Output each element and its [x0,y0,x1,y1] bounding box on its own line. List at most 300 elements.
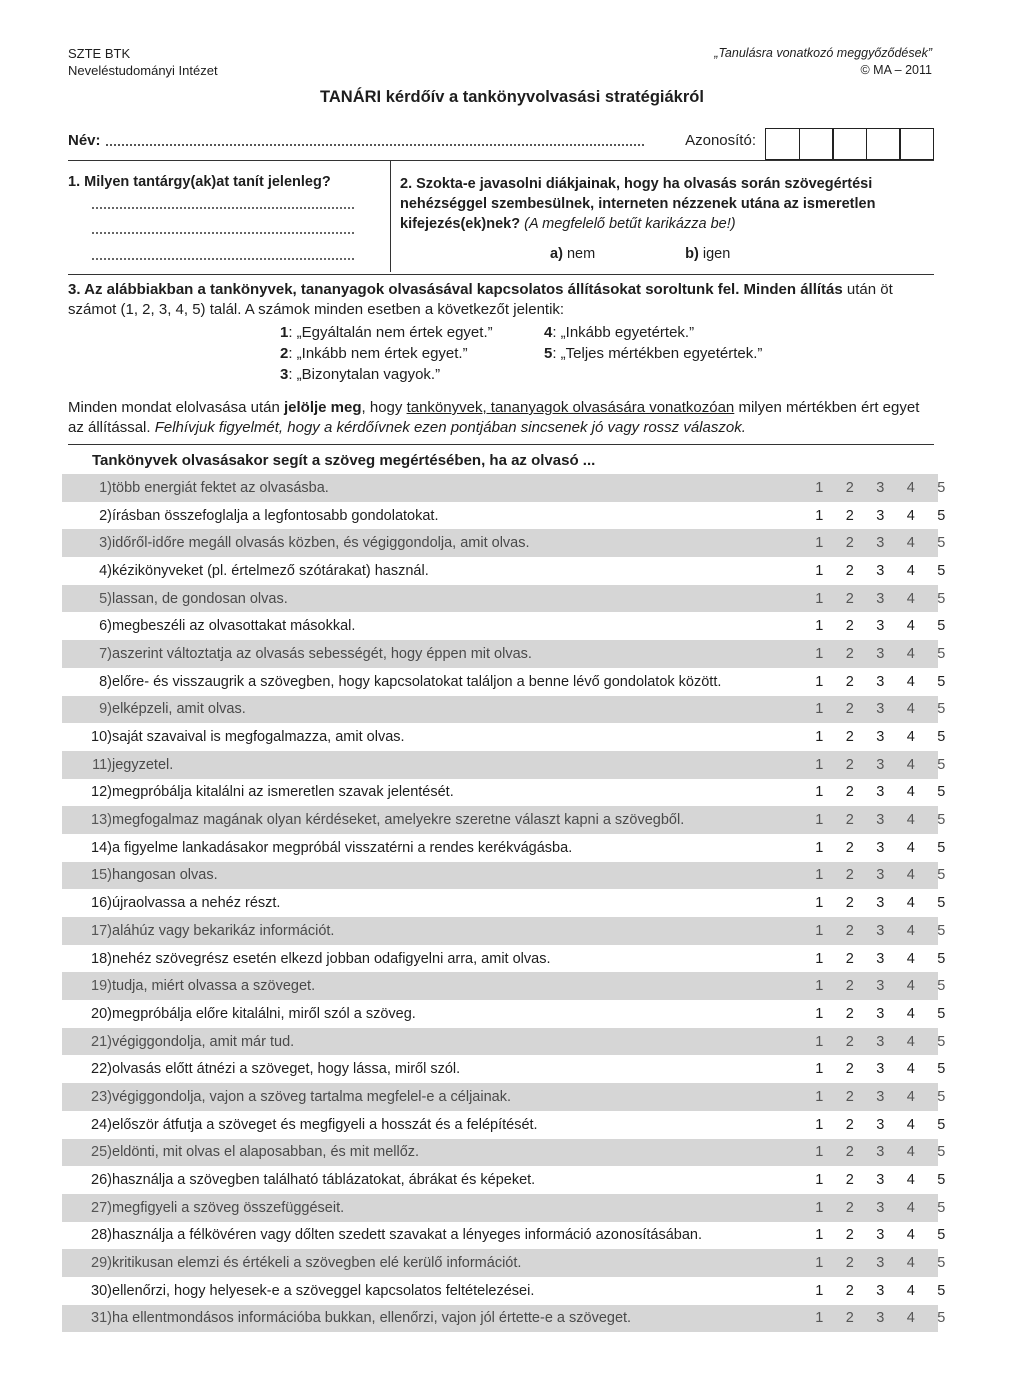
rating-option[interactable]: 4 [906,479,915,496]
statement-text: megbeszéli az olvasottakat másokkal. [112,618,356,635]
rating-options [804,1061,957,1077]
rating-options [804,978,957,994]
statement-number: 20) [91,1005,112,1022]
rating-option[interactable]: 1 [815,756,824,773]
answer-line[interactable] [92,207,354,209]
rating-option[interactable]: 1 [815,1227,824,1244]
statement-text: megpróbálja kitalálni az ismeretlen szavak jelentését. [112,784,454,801]
rating-option[interactable]: 3 [876,645,885,662]
rating-options [804,591,957,607]
rating-option[interactable]: 3 [876,729,885,746]
question-1 [68,174,378,190]
statement-text: megpróbálja előre kitalálni, miről szól a szöveg. [112,1005,416,1022]
rating-option[interactable]: 1 [815,701,824,718]
rating-option[interactable]: 3 [876,756,885,773]
rating-option[interactable]: 2 [845,618,854,635]
rating-option[interactable]: 1 [815,1282,824,1299]
rating-option[interactable]: 1 [815,1144,824,1161]
project-quote: „Tanulásra vonatkozó meggyőződések” [714,46,932,60]
rating-option[interactable]: 4 [906,1199,915,1216]
question-3-intro [68,280,934,320]
copyright-line: © MA – 2011 [860,63,932,77]
rating-option[interactable]: 4 [906,1227,915,1244]
rating-options [804,840,957,856]
statement-row [62,696,946,724]
rating-options [804,1117,957,1133]
rating-option[interactable]: 3 [876,1310,885,1327]
rating-option[interactable]: 2 [845,1255,854,1272]
rating-option[interactable]: 3 [876,839,885,856]
statement-number: 28) [91,1227,112,1244]
statement-row [62,806,946,834]
rating-option[interactable]: 2 [845,590,854,607]
statement-number: 18) [91,950,112,967]
rating-option[interactable]: 2 [845,1144,854,1161]
rating-option[interactable]: 2 [845,645,854,662]
rating-options [804,1200,957,1216]
rating-option[interactable]: 1 [815,1116,824,1133]
rating-option[interactable]: 3 [876,1282,885,1299]
rating-option[interactable]: 5 [937,1088,946,1105]
rating-option[interactable]: 2 [845,784,854,801]
rating-option[interactable]: 1 [815,1005,824,1022]
rating-option[interactable]: 4 [906,1033,915,1050]
rating-option[interactable]: 5 [937,1005,946,1022]
rating-option[interactable]: 4 [906,867,915,884]
rating-option[interactable]: 4 [906,701,915,718]
question-2 [400,174,930,264]
rating-option[interactable]: 4 [906,1116,915,1133]
statement-number: 25) [91,1144,112,1161]
statement-text: megfogalmaz magának olyan kérdéseket, amelyekre szeretne választ kapni a szövegből. [112,812,685,829]
id-boxes [767,128,935,160]
statement-number: 11) [92,756,112,773]
rating-options [804,1172,957,1188]
name-label: Név: [68,132,101,149]
statement-row [62,1055,946,1083]
rating-option[interactable]: 5 [937,618,946,635]
statement-number: 15) [91,867,112,884]
rating-option[interactable]: 2 [845,812,854,829]
rating-options [804,1255,957,1271]
rating-option[interactable]: 2 [845,1310,854,1327]
rating-option[interactable]: 4 [906,756,915,773]
rating-options [804,923,957,939]
statement-number: 12) [91,784,112,801]
rating-option[interactable]: 4 [906,895,915,912]
rating-option[interactable]: 4 [906,1255,915,1272]
id-box[interactable] [899,128,934,160]
rating-options [804,535,957,551]
institution-line1: SZTE BTK [68,46,131,61]
statement-number: 21) [91,1033,112,1050]
rating-option[interactable]: 5 [937,950,946,967]
rating-options [804,563,957,579]
statement-row [62,1305,946,1333]
statement-row [62,862,946,890]
statement-number: 7) [99,645,112,662]
rating-option[interactable]: 4 [906,812,915,829]
rating-option[interactable]: 4 [906,978,915,995]
rating-option[interactable]: 4 [906,784,915,801]
rating-option[interactable]: 4 [906,618,915,635]
list-heading: Tankönyvek olvasásakor segít a szöveg megértésében, ha az olvasó ... [92,452,596,469]
rating-option[interactable]: 2 [845,839,854,856]
statement-row [62,751,946,779]
rating-option[interactable]: 5 [937,1227,946,1244]
rating-option[interactable]: 5 [937,1061,946,1078]
rating-option[interactable]: 3 [876,701,885,718]
statement-text: újraolvassa a nehéz részt. [112,895,281,912]
rating-option[interactable]: 1 [815,673,824,690]
rating-options [804,646,957,662]
rating-option[interactable]: 5 [937,701,946,718]
statement-text: használja a félkövéren vagy dőlten szedett szavakat a lényeges információ azonosításában. [112,1227,703,1244]
statement-row [62,1111,946,1139]
scale-legend [280,322,804,385]
rating-option[interactable]: 5 [937,1255,946,1272]
rating-option[interactable]: 1 [815,618,824,635]
rating-option[interactable]: 2 [845,1227,854,1244]
rating-option[interactable]: 3 [876,1005,885,1022]
statement-number: 6) [99,618,112,635]
rating-option[interactable]: 3 [876,507,885,524]
rating-option[interactable]: 1 [815,950,824,967]
id-box[interactable] [832,128,867,160]
rating-option[interactable]: 3 [876,618,885,635]
rating-option[interactable]: 5 [937,1310,946,1327]
rating-option[interactable]: 4 [906,1061,915,1078]
statement-row [62,612,946,640]
statement-row [62,474,946,502]
rating-options [804,1034,957,1050]
rating-option[interactable]: 2 [845,1282,854,1299]
page-title: TANÁRI kérdőív a tankönyvolvasási stratégiákról [320,88,704,106]
rating-options [804,480,957,496]
statement-text: olvasás előtt átnézi a szöveget, hogy lássa, miről szól. [112,1061,461,1078]
rating-option[interactable]: 3 [876,1061,885,1078]
rating-option[interactable]: 5 [937,756,946,773]
rating-option[interactable]: 1 [815,535,824,552]
divider [68,160,934,161]
rating-option[interactable]: 2 [845,1061,854,1078]
rating-option[interactable]: 1 [815,1088,824,1105]
statement-text: írásban összefoglalja a legfontosabb gondolatokat. [112,507,439,524]
rating-option[interactable]: 5 [937,1144,946,1161]
rating-options [804,757,957,773]
rating-option[interactable]: 1 [815,562,824,579]
statement-row [62,972,946,1000]
statement-text: végiggondolja, vajon a szöveg tartalma megfelel-e a céljainak. [112,1088,511,1105]
rating-option[interactable]: 1 [815,1172,824,1189]
statement-text: kézikönyveket (pl. értelmező szótárakat) használ. [112,562,429,579]
rating-option[interactable]: 5 [937,1282,946,1299]
statement-row [62,1028,946,1056]
statement-text: több energiát fektet az olvasásba. [112,479,329,496]
statement-text: a figyelme lankadásakor megpróbál visszatérni a rendes kerékvágásba. [112,839,573,856]
rating-option[interactable]: 3 [876,562,885,579]
scale-item: 4: „Inkább egyetértek.” [544,324,695,341]
rating-option[interactable]: 5 [937,673,946,690]
statement-number: 22) [91,1061,112,1078]
statement-number: 8) [99,673,112,690]
rating-option[interactable]: 1 [815,1061,824,1078]
institution-line2: Neveléstudományi Intézet [68,63,218,78]
rating-option[interactable]: 1 [815,1255,824,1272]
statement-row [62,640,946,668]
rating-option[interactable]: 3 [876,479,885,496]
rating-options [804,784,957,800]
option-a[interactable]: a) nem [550,246,596,262]
rating-option[interactable]: 1 [815,812,824,829]
rating-option[interactable]: 5 [937,535,946,552]
rating-option[interactable]: 3 [876,535,885,552]
rating-option[interactable]: 5 [937,1033,946,1050]
rating-options [804,674,957,690]
rating-option[interactable]: 4 [906,1144,915,1161]
rating-option[interactable]: 5 [937,645,946,662]
rating-option[interactable]: 4 [906,922,915,939]
statement-number: 16) [91,895,112,912]
rating-option[interactable]: 1 [815,978,824,995]
question-2-hint: (A megfelelő betűt karikázza be!) [524,216,736,232]
statement-row [62,557,946,585]
scale-item: 2: „Inkább nem értek egyet.” [280,345,468,362]
rating-option[interactable]: 4 [906,673,915,690]
statement-number: 27) [91,1199,112,1216]
question-3-text: 3. Az alábbiakban a tankönyvek, tananyagok olvasásával kapcsolatos állításokat soroltunk fel. Minden állítás [68,281,843,298]
rating-option[interactable]: 3 [876,1116,885,1133]
rating-option[interactable]: 3 [876,922,885,939]
rating-option[interactable]: 5 [937,839,946,856]
rating-option[interactable]: 1 [815,839,824,856]
id-box[interactable] [866,128,901,160]
statement-number: 14) [91,839,112,856]
rating-option[interactable]: 5 [937,978,946,995]
rating-option[interactable]: 3 [876,1088,885,1105]
rating-option[interactable]: 3 [876,895,885,912]
statement-text: saját szavaival is megfogalmazza, amit olvas. [112,729,405,746]
question-1-text: 1. Milyen tantárgy(ak)at tanít jelenleg? [68,174,331,190]
option-b[interactable]: b) igen [685,246,731,262]
rating-option[interactable]: 4 [906,950,915,967]
rating-option[interactable]: 4 [906,839,915,856]
rating-option[interactable]: 2 [845,1005,854,1022]
rating-option[interactable]: 2 [845,1199,854,1216]
rating-option[interactable]: 4 [906,1005,915,1022]
rating-option[interactable]: 5 [937,1172,946,1189]
rating-option[interactable]: 2 [845,535,854,552]
rating-option[interactable]: 1 [815,479,824,496]
rating-options [804,729,957,745]
statement-number: 1) [99,479,112,496]
rating-option[interactable]: 4 [906,1088,915,1105]
answer-line[interactable] [92,258,354,260]
rating-option[interactable]: 2 [845,978,854,995]
rating-option[interactable]: 1 [815,867,824,884]
rating-option[interactable]: 5 [937,729,946,746]
rating-option[interactable]: 4 [906,1172,915,1189]
rating-option[interactable]: 3 [876,1199,885,1216]
rating-option[interactable]: 1 [815,729,824,746]
statement-number: 4) [99,562,112,579]
rating-option[interactable]: 3 [876,812,885,829]
rating-option[interactable]: 2 [845,729,854,746]
rating-options [804,1006,957,1022]
rating-option[interactable]: 5 [937,562,946,579]
rating-option[interactable]: 2 [845,756,854,773]
statement-text: aláhúz vagy bekarikáz információt. [112,922,335,939]
statement-number: 23) [91,1088,112,1105]
rating-option[interactable]: 4 [906,507,915,524]
rating-option[interactable]: 1 [815,784,824,801]
rating-options [804,951,957,967]
scale-item: 1: „Egyáltalán nem értek egyet.” [280,324,493,341]
rating-options [804,701,957,717]
rating-option[interactable]: 4 [906,590,915,607]
statement-text: megfigyeli a szöveg összefüggéseit. [112,1199,345,1216]
statement-number: 29) [91,1255,112,1272]
id-box[interactable] [799,128,834,160]
rating-option[interactable]: 3 [876,978,885,995]
statement-text: kritikusan elemzi és értékeli a szövegben elé kerülő információt. [112,1255,522,1272]
rating-option[interactable]: 3 [876,784,885,801]
rating-option[interactable]: 2 [845,507,854,524]
rating-option[interactable]: 5 [937,784,946,801]
rating-option[interactable]: 2 [845,479,854,496]
statement-number: 26) [91,1172,112,1189]
rating-option[interactable]: 2 [845,1172,854,1189]
rating-option[interactable]: 2 [845,562,854,579]
rating-option[interactable]: 4 [906,645,915,662]
rating-options [804,1144,957,1160]
statement-row [62,917,946,945]
rating-option[interactable]: 3 [876,673,885,690]
rating-options [804,895,957,911]
rating-option[interactable]: 3 [876,1255,885,1272]
statement-row [62,1222,946,1250]
institution-header [68,45,218,79]
statement-row [62,723,946,751]
rating-option[interactable]: 3 [876,1172,885,1189]
scale-item: 3: „Bizonytalan vagyok.” [280,366,441,383]
rating-option[interactable]: 1 [815,1310,824,1327]
statement-row [62,1083,946,1111]
rating-option[interactable]: 5 [937,895,946,912]
rating-option[interactable]: 5 [937,1199,946,1216]
rating-options [804,1283,957,1299]
rating-option[interactable]: 4 [906,1310,915,1327]
column-divider [390,160,391,272]
statement-number: 17) [91,922,112,939]
rating-option[interactable]: 3 [876,590,885,607]
rating-options [804,618,957,634]
statement-text: használja a szövegben található táblázatokat, ábrákat és képeket. [112,1172,536,1189]
statement-row [62,834,946,862]
rating-option[interactable]: 5 [937,590,946,607]
statement-list [62,474,946,1332]
rating-option[interactable]: 5 [937,812,946,829]
rating-option[interactable]: 1 [815,507,824,524]
rating-option[interactable]: 5 [937,867,946,884]
statement-text: ha ellentmondásos információba bukkan, ellenőrzi, vajon jól értette-e a szöveget. [112,1310,632,1327]
statement-row [62,1249,946,1277]
rating-option[interactable]: 2 [845,1033,854,1050]
identity-row [68,128,934,158]
rating-option[interactable]: 2 [845,701,854,718]
statement-row [62,502,946,530]
statement-row [62,1000,946,1028]
statement-text: időről-időre megáll olvasás közben, és végiggondolja, amit olvas. [112,535,530,552]
statement-text: ellenőrzi, hogy helyesek-e a szöveggel kapcsolatos feltételezései. [112,1282,535,1299]
statement-row [62,1166,946,1194]
rating-option[interactable]: 2 [845,922,854,939]
rating-option[interactable]: 2 [845,673,854,690]
statement-row [62,1277,946,1305]
rating-option[interactable]: 4 [906,535,915,552]
rating-option[interactable]: 3 [876,1033,885,1050]
rating-option[interactable]: 4 [906,729,915,746]
rating-option[interactable]: 5 [937,1116,946,1133]
rating-option[interactable]: 5 [937,479,946,496]
rating-option[interactable]: 1 [815,895,824,912]
statement-text: lassan, de gondosan olvas. [112,590,288,607]
rating-option[interactable]: 2 [845,867,854,884]
statement-number: 31) [91,1310,112,1327]
rating-option[interactable]: 1 [815,922,824,939]
rating-options [804,812,957,828]
statement-text: elképzeli, amit olvas. [112,701,246,718]
rating-option[interactable]: 1 [815,590,824,607]
statement-row [62,585,946,613]
rating-option[interactable]: 1 [815,1199,824,1216]
rating-option[interactable]: 2 [845,895,854,912]
statement-row [62,889,946,917]
id-box[interactable] [765,128,800,160]
statement-row [62,1139,946,1167]
statement-number: 10) [91,729,112,746]
rating-option[interactable]: 4 [906,562,915,579]
rating-option[interactable]: 3 [876,950,885,967]
rating-option[interactable]: 2 [845,1088,854,1105]
statement-row [62,668,946,696]
rating-option[interactable]: 2 [845,1116,854,1133]
rating-option[interactable]: 5 [937,922,946,939]
rating-option[interactable]: 2 [845,950,854,967]
rating-option[interactable]: 3 [876,867,885,884]
rating-option[interactable]: 1 [815,645,824,662]
rating-option[interactable]: 3 [876,1227,885,1244]
rating-option[interactable]: 4 [906,1282,915,1299]
statement-row [62,779,946,807]
rating-options [804,1089,957,1105]
name-field[interactable] [106,144,644,146]
rating-option[interactable]: 3 [876,1144,885,1161]
answer-line[interactable] [92,232,354,234]
statement-number: 3) [99,535,112,552]
statement-text: eldönti, mit olvas el alaposabban, és mit mellőz. [112,1144,420,1161]
statement-text: először átfutja a szöveget és megfigyeli a hosszát és a felépítését. [112,1116,538,1133]
statement-text: végiggondolja, amit már tud. [112,1033,295,1050]
statement-number: 2) [99,507,112,524]
scale-item: 5: „Teljes mértékben egyetértek.” [544,345,763,362]
statement-number: 30) [91,1282,112,1299]
divider [68,444,934,445]
rating-option[interactable]: 1 [815,1033,824,1050]
rating-option[interactable]: 5 [937,507,946,524]
question-3-text-rest: után öt számot (1, 2, 3, 4, 5) talál. A számok minden esetben a következőt jelentik: [68,281,893,318]
rating-options [804,508,957,524]
